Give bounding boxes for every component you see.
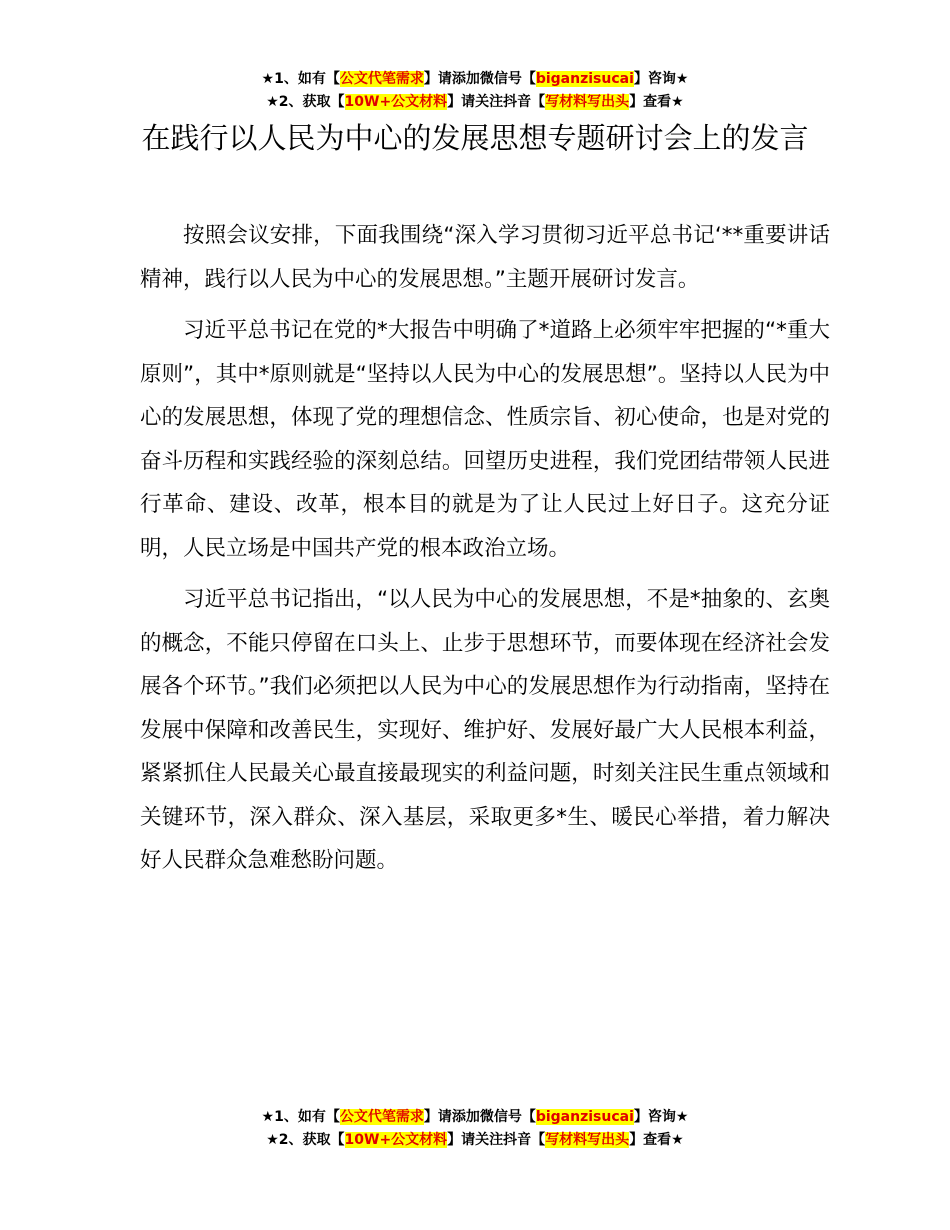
highlight-text: biganzisucai (535, 71, 634, 87)
banner-text: ★2、获取【 (266, 94, 345, 110)
highlight-text: 10W+公文材料 (344, 1132, 448, 1148)
banner-text: 】请添加微信号【 (423, 1109, 536, 1125)
paragraph: 习近平总书记指出，“以人民为中心的发展思想，不是*抽象的、玄奥的概念，不能只停留在口头上、止步于思想环节，而要体现在经济社会发展各个环节。”我们必须把以人民为中心的发展思想作为行动指南，坚持在发展中保障和改善民生，实现好、维护好、发展好最广大人民根本利益，紧紧抓住人民最关心最直接最现实的利益问题，时刻关注民生重点领域和关键环节，深入群众、深入基层，采取更多*生、暖民心举措，着力解决好人民群众急难愁盼问题。 (140, 587, 830, 873)
highlight-text: 10W+公文材料 (344, 94, 448, 110)
banner-text: 】查看★ (629, 94, 684, 110)
banner-text: 】请关注抖音【 (447, 1132, 546, 1148)
banner-line-1 (0, 1106, 950, 1129)
header-banner (0, 68, 950, 114)
highlight-text: 写材料写出头 (545, 94, 630, 110)
highlight-text: 写材料写出头 (545, 1132, 630, 1148)
paragraph: 按照会议安排，下面我围绕“深入学习贯彻习近平总书记‘**重要讲话精神，践行以人民为中心的发展思想。”主题开展研讨发言。 (140, 223, 830, 292)
document-body (140, 214, 830, 891)
banner-text: 】查看★ (629, 1132, 684, 1148)
banner-text: 】咨询★ (633, 71, 689, 87)
banner-text: ★1、如有【 (261, 71, 340, 87)
banner-text: 】请添加微信号【 (423, 71, 536, 87)
banner-line-1 (0, 68, 950, 91)
paragraph: 习近平总书记在党的*大报告中明确了*道路上必须牢牢把握的“*重大原则”，其中*原则就是“坚持以人民为中心的发展思想”。坚持以人民为中心的发展思想，体现了党的理想信念、性质宗旨、初心使命，也是对党的奋斗历程和实践经验的深刻总结。回望历史进程，我们党团结带领人民进行革命、建设、改革，根本目的就是为了让人民过上好日子。这充分证明，人民立场是中国共产党的根本政治立场。 (140, 318, 830, 561)
document-title: 在践行以人民为中心的发展思想专题研讨会上的发言 (141, 121, 809, 155)
highlight-text: biganzisucai (535, 1109, 634, 1125)
highlight-text: 公文代笔需求 (339, 71, 424, 87)
highlight-text: 公文代笔需求 (339, 1109, 424, 1125)
banner-text: 】请关注抖音【 (447, 94, 546, 110)
footer-banner (0, 1106, 950, 1152)
banner-line-2 (0, 1129, 950, 1152)
banner-text: ★1、如有【 (261, 1109, 340, 1125)
banner-text: 】咨询★ (633, 1109, 689, 1125)
banner-line-2 (0, 91, 950, 114)
banner-text: ★2、获取【 (266, 1132, 345, 1148)
